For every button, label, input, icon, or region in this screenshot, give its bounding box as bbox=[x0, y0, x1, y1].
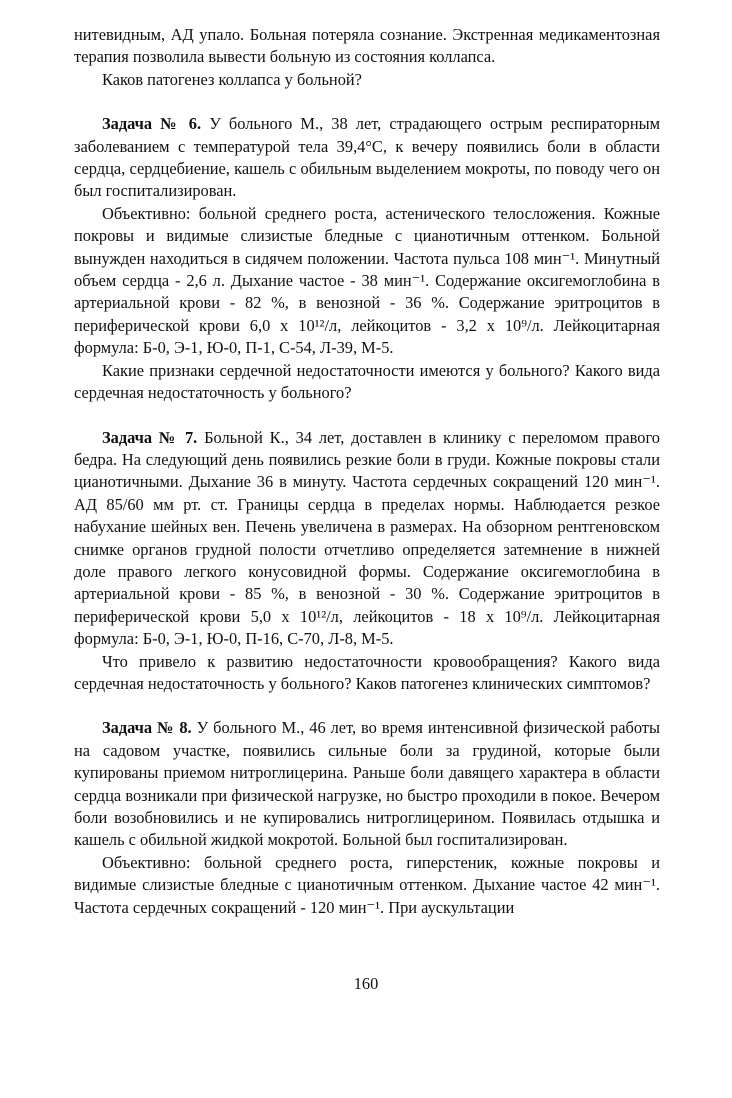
continuation-text: нитевидным, АД упало. Больная потеряла сознание. Экстренная медикаментозная терапия позволила вывести больную из состояния коллапса. bbox=[74, 25, 660, 67]
task-7-question: Что привело к развитию недостаточности кровообращения? Какого вида сердечная недостаточность у больного? Каков патогенез клинических симптомов? bbox=[74, 651, 660, 693]
page-number: 160 bbox=[353, 974, 379, 993]
task-7-intro bbox=[74, 427, 660, 651]
task-6-intro-text: У больного М., 38 лет, страдающего острым респираторным заболеванием с температурой тела 39,4°С, к вечеру появились боли в области сердца, сердцебиение, кашель с обильным выделением мокроты, по поводу чего он был госпитализирован. bbox=[74, 114, 660, 201]
task-6-objective: Объективно: больной среднего роста, астенического телосложения. Кожные покровы и видимые слизистые бледные с цианотичным оттенком. Больной вынужден находиться в сидячем положении. Частота пульса 108 мин⁻¹. Минутный объем сердца - 2,6 л. Дыхание частое - 38 мин⁻¹. Содержание оксигемоглобина в артериальной крови - 82 %, в венозной - 36 %. Содержание эритроцитов в периферической крови 6,0 х 10¹²/л, лейкоцитов - 3,2 х 10⁹/л. Лейкоцитарная формула: Б-0, Э-1, Ю-0, П-1, С-54, Л-39, М-5. bbox=[74, 203, 660, 358]
page-body bbox=[74, 24, 660, 919]
task-7-intro-text: Больной К., 34 лет, доставлен в клинику с переломом правого бедра. На следующий день появились резкие боли в груди. Кожные покровы стали цианотичными. Дыхание 36 в минуту. Частота сердечных сокращений 120 мин⁻¹. АД 85/60 мм рт. ст. Границы сердца в пределах нормы. Наблюдается резкое набухание шейных вен. Печень увеличена в размерах. На обзорном рентгеновском снимке органов грудной полости отчетливо определяется затемнение в нижней доле правого легкого конусовидной формы. Содержание оксигемоглобина в артериальной крови - 85 %, в венозной - 30 %. Содержание эритроцитов в периферической крови 5,0 х 10¹²/л, лейкоцитов - 18 х 10⁹/л. Лейкоцитарная формула: Б-0, Э-1, Ю-0, П-16, С-70, Л-8, М-5. bbox=[74, 427, 661, 649]
task-7-title: Задача № 7. bbox=[102, 427, 198, 447]
task-8-intro bbox=[74, 717, 660, 851]
task-8-intro-text: У больного М., 46 лет, во время интенсивной физической работы на садовом участке, появились сильные боли за грудиной, которые были купированы приемом нитроглицерина. Раньше боли давящего характера в области сердца возникали при физической нагрузке, но быстро проходили в покое. Вечером боли возобновились и не купировались нитроглицерином. Появилась отдышка и кашель с обильной жидкой мокротой. Больной был госпитализирован. bbox=[74, 718, 660, 850]
task-8-title: Задача № 8. bbox=[102, 718, 192, 738]
task-6-title: Задача № 6. bbox=[102, 114, 202, 134]
task-6-intro bbox=[74, 113, 660, 203]
task-8-objective: Объективно: больной среднего роста, гиперстеник, кожные покровы и видимые слизистые бледные с цианотичным оттенком. Дыхание частое 42 мин⁻¹. Частота сердечных сокращений - 120 мин⁻¹. При аускультации bbox=[74, 852, 660, 917]
continuation-question: Каков патогенез коллапса у больной? bbox=[102, 69, 362, 89]
task-6-question: Какие признаки сердечной недостаточности имеются у больного? Какого вида сердечная недостаточность у больного? bbox=[74, 360, 660, 403]
